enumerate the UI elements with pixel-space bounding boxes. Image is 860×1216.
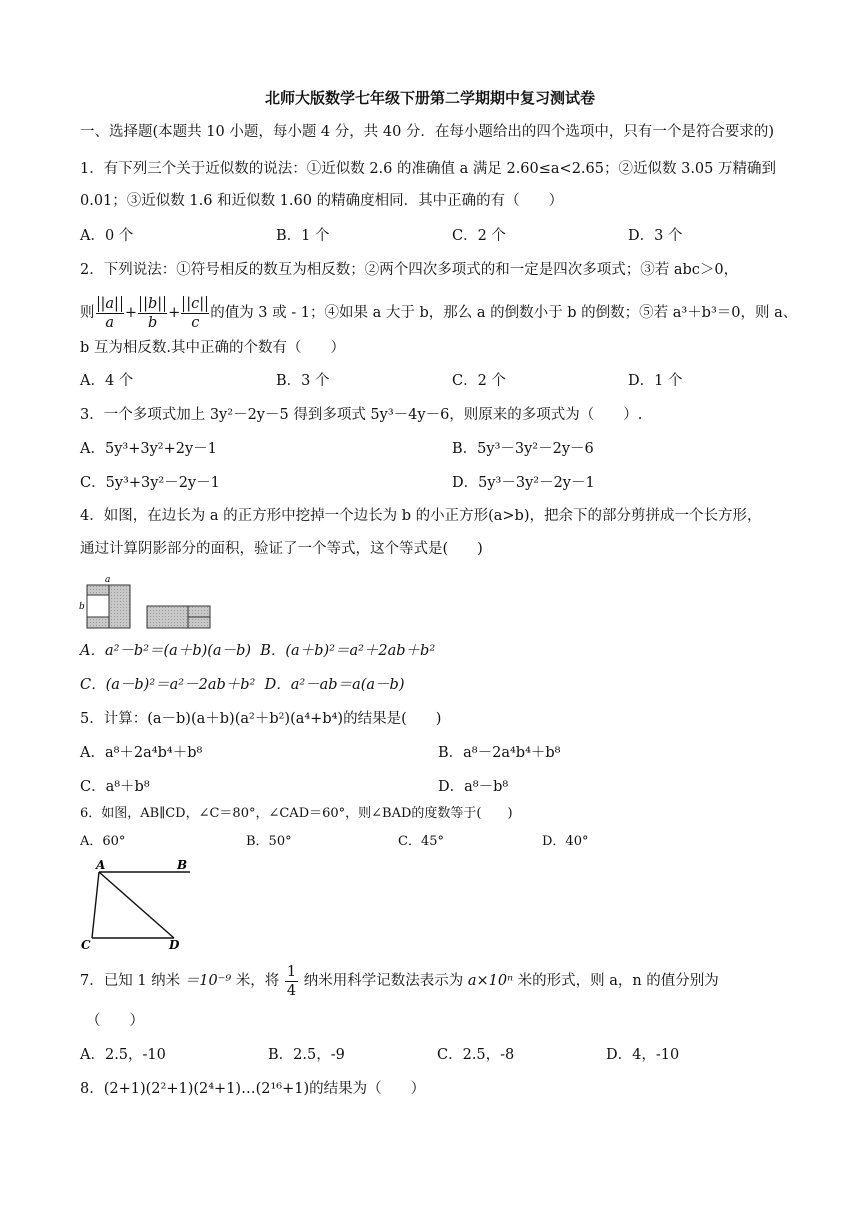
q4-text-line2: 通过计算阴影部分的面积，验证了一个等式，这个等式是( ) (80, 541, 483, 557)
q1-option-d: D．3 个 (628, 228, 683, 244)
q1-option-a: A．0 个 (80, 228, 134, 244)
frac-abs-c (181, 295, 209, 332)
fig-label-a: a (105, 575, 111, 585)
fig-label-D: D (169, 938, 180, 952)
q3-option-a: A．5y³+3y²+2y－1 (80, 441, 217, 457)
q7-text-line2: （ ） (86, 1013, 144, 1029)
q3-text: 3．一个多项式加上 3y²－2y－5 得到多项式 5y³－4y－6，则原来的多项式为（ ）. (80, 407, 643, 423)
frac-a-numerator: |a| (98, 296, 122, 312)
q7-part1: 7．已知 1 纳米 (80, 973, 181, 989)
q6-option-b: B．50° (246, 834, 292, 849)
fig-label-A: A (96, 858, 106, 872)
q5-option-b: B．a⁸－2a⁴b⁴＋b⁸ (438, 745, 561, 761)
frac-a-denominator: a (105, 314, 115, 331)
q7-part2: 米，将 (235, 973, 280, 989)
fig-label-b: b (79, 602, 85, 612)
q4-options-row1 (80, 641, 435, 661)
q2-option-b: B．3 个 (276, 373, 330, 389)
fig-label-C: C (81, 938, 91, 952)
q7-sci-notation: a×10ⁿ (467, 973, 513, 989)
q7-option-c: C．2.5，-8 (437, 1047, 515, 1063)
q8-text: 8．(2+1)(2²+1)(2⁴+1)…(2¹⁶+1)的结果为（ ） (80, 1081, 426, 1097)
q6-option-d: D．40° (542, 834, 589, 849)
section-heading: 一、选择题(本题共 10 小题，每小题 4 分，共 40 分．在每小题给出的四个选项中，只有一个是符合要求的) (80, 124, 775, 140)
q7-equation: ＝10⁻⁹ (184, 973, 232, 989)
frac-c-denominator: c (191, 314, 200, 331)
q7-fraction (285, 963, 298, 1000)
q1-option-b: B．1 个 (276, 228, 330, 244)
q4-option-a: A．a²－b²＝(a＋b)(a－b) (80, 643, 252, 659)
plus-sign: + (124, 305, 138, 321)
fig-label-B: B (177, 858, 188, 872)
frac-b-denominator: b (147, 314, 158, 331)
q5-option-a: A．a⁸＋2a⁴b⁴＋b⁸ (80, 745, 203, 761)
q4-options-row2 (80, 675, 404, 695)
frac-abs-a (96, 295, 124, 332)
frac-abs-b (138, 295, 167, 332)
q7-option-d: D．4，-10 (606, 1047, 680, 1063)
q7-option-a: A．2.5，-10 (80, 1047, 166, 1063)
q1-text-line2: 0.01；③近似数 1.6 和近似数 1.60 的精确度相同．其中正确的有（ ） (80, 193, 564, 209)
square-cutout-figure (78, 574, 218, 630)
q3-option-c: C．5y³+3y²－2y－1 (80, 475, 220, 491)
q1-text-line1: 1．有下列三个关于近似数的说法：①近似数 2.6 的准确值 a 满足 2.60≤a<2.65；②近似数 3.05 万精确到 (80, 161, 776, 177)
q2-suffix: 的值为 3 或 - 1；④如果 a 大于 b，那么 a 的倒数小于 b 的倒数；⑤若 a³＋b³＝0，则 a、 (210, 305, 798, 321)
q2-option-d: D．1 个 (628, 373, 683, 389)
q7-frac-den: 4 (286, 982, 297, 999)
page-title: 北师大版数学七年级下册第二学期期中复习测试卷 (264, 89, 595, 107)
q5-option-c: C．a⁸＋b⁸ (80, 779, 150, 795)
plus-sign: + (168, 305, 181, 321)
q3-option-d: D．5y³－3y²－2y－1 (452, 475, 595, 491)
frac-b-numerator: |b| (140, 296, 165, 312)
q7-part4: 米的形式，则 a，n 的值分别为 (517, 973, 719, 989)
q2-prefix: 则 (80, 305, 95, 321)
q7-text-line1 (80, 955, 719, 1007)
q4-option-c: C．(a－b)²＝a²－2ab＋b² (80, 677, 256, 693)
q4-option-d: D．a²－ab＝a(a－b) (264, 677, 405, 693)
q6-option-c: C．45° (398, 834, 444, 849)
q4-option-b: B．(a＋b)²＝a²＋2ab＋b² (260, 643, 436, 659)
q5-text: 5．计算：(a－b)(a＋b)(a²＋b²)(a⁴+b⁴)的结果是( ) (80, 711, 442, 727)
q6-text: 6．如图，AB∥CD，∠C＝80°，∠CAD＝60°，则∠BAD的度数等于( ) (80, 806, 513, 821)
frac-c-numerator: |c| (183, 296, 207, 312)
q7-frac-num: 1 (286, 963, 297, 980)
q5-option-d: D．a⁸－b⁸ (438, 779, 509, 795)
q7-option-b: B．2.5，-9 (268, 1047, 345, 1063)
q2-text-line3: b 互为相反数.其中正确的个数有（ ） (80, 340, 345, 356)
q6-option-a: A．60° (80, 834, 126, 849)
q2-text-line2 (80, 290, 797, 336)
q2-option-c: C．2 个 (452, 373, 506, 389)
q1-option-c: C．2 个 (452, 228, 506, 244)
q4-text-line1: 4．如图，在边长为 a 的正方形中挖掉一个边长为 b 的小正方形(a>b)，把余下的部分剪拼成一个长方形， (80, 508, 762, 524)
q2-text-line1: 2．下列说法：①符号相反的数互为相反数；②两个四次多项式的和一定是四次多项式；③若 abc＞0， (80, 262, 739, 278)
triangle-figure (78, 856, 208, 954)
q7-part3: 纳米用科学记数法表示为 (303, 973, 464, 989)
q3-option-b: B．5y³－3y²－2y－6 (452, 441, 594, 457)
q2-option-a: A．4 个 (80, 373, 134, 389)
